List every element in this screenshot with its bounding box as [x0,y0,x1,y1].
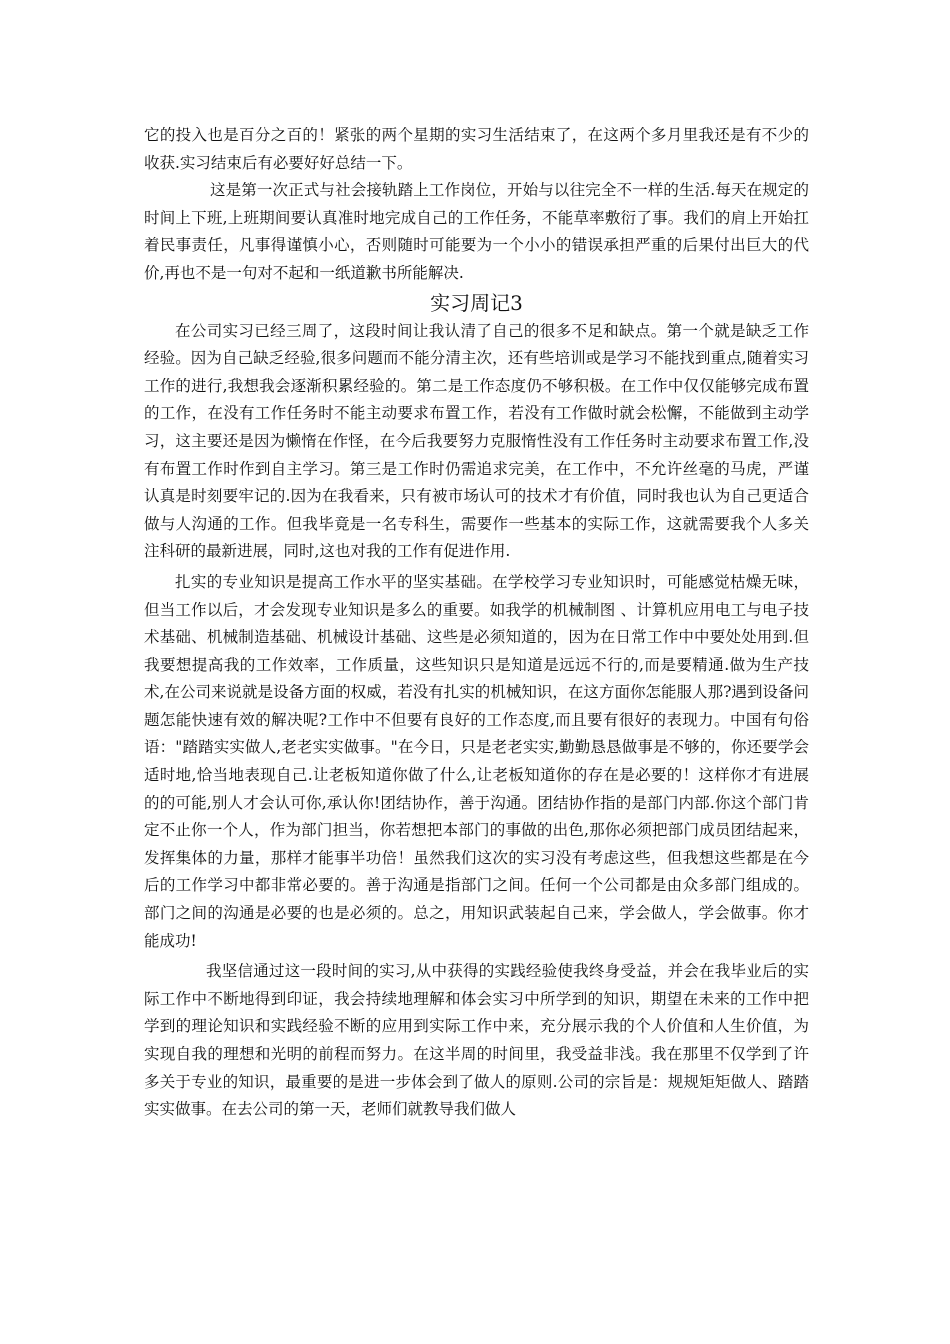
section-title: 实习周记3 [430,290,523,315]
document-page [144,122,809,1124]
paragraph-first-job: 这是第一次正式与社会接轨踏上工作岗位，开始与以往完全不一样的生活.每天在规定的时间上下班,上班期间要认真准时地完成自己的工作任务，不能草率敷衍了事。我们的肩上开始扛着民事责任，凡事得谨慎小心，否则随时可能要为一个小小的错误承担严重的后果付出巨大的代价,再也不是一句对不起和一纸道歉书所能解决. [144,181,809,282]
paragraph-week3-shortcomings: 在公司实习已经三周了，这段时间让我认清了自己的很多不足和缺点。第一个就是缺乏工作经验。因为自己缺乏经验,很多问题而不能分清主次，还有些培训或是学习不能找到重点,随着实习工作的进行,我想我会逐渐积累经验的。第二是工作态度仍不够积极。在工作中仅仅能够完成布置的工作，在没有工作任务时不能主动要求布置工作，若没有工作做时就会松懈，不能做到主动学习，这主要还是因为懒惰在作怪，在今后我要努力克服惰性没有工作任务时主动要求布置工作,没有布置工作时作到自主学习。第三是工作时仍需追求完美，在工作中，不允许丝毫的马虎，严谨认真是时刻要牢记的.因为在我看来，只有被市场认可的技术才有价值，同时我也认为自己更适合做与人沟通的工作。但我毕竟是一名专科生，需要作一些基本的实际工作，这就需要我个人多关注科研的最新进展，同时,这也对我的工作有促进作用. [144,321,809,561]
paragraph-conclusion: 我坚信通过这一段时间的实习,从中获得的实践经验使我终身受益，并会在我毕业后的实际工作中不断地得到印证，我会持续地理解和体会实习中所学到的知识，期望在未来的工作中把学到的理论知识和实践经验不断的应用到实际工作中来，充分展示我的个人价值和人生价值，为实现自我的理想和光明的前程而努力。在这半周的时间里，我受益非浅。我在那里不仅学到了许多关于专业的知识，最重要的是进一步体会到了做人的原则.公司的宗旨是：规规矩矩做人、踏踏实实做事。在去公司的第一天，老师们就教导我们做人 [144,962,809,1119]
paragraph-professional-knowledge: 扎实的专业知识是提高工作水平的坚实基础。在学校学习专业知识时，可能感觉枯燥无味，但当工作以后，才会发现专业知识是多么的重要。如我学的机械制图 、计算机应用电工与电子技术基础、机械制造基础、机械设计基础、这些是必须知道的，因为在日常工作中中要处处用到.但我要想提高我的工作效率，工作质量，这些知识只是知道是远远不行的,而是要精通.做为生产技术,在公司来说就是设备方面的权威，若没有扎实的机械知识，在这方面你怎能服人那?遇到设备问题怎能快速有效的解决呢?工作中不但要有良好的工作态度,而且要有很好的表现力。中国有句俗语："踏踏实实做人,老老实实做事。"在今日，只是老老实实,勤勤恳恳做事是不够的，你还要学会适时地,恰当地表现自己.让老板知道你做了什么,让老板知道你的存在是必要的！这样你才有进展的的可能,别人才会认可你,承认你!团结协作，善于沟通。团结协作指的是部门内部.你这个部门肯定不止你一个人，作为部门担当，你若想把本部门的事做的出色,那你必须把部门成员团结起来，发挥集体的力量，那样才能事半功倍！虽然我们这次的实习没有考虑这些，但我想这些都是在今后的工作学习中都非常必要的。善于沟通是指部门之间。任何一个公司都是由众多部门组成的。部门之间的沟通是必要的也是必须的。总之，用知识武装起自己来，学会做人，学会做事。你才能成功! [144,572,809,950]
paragraph-continuation: 它的投入也是百分之百的！紧张的两个星期的实习生活结束了，在这两个多月里我还是有不少的收获.实习结束后有必要好好总结一下。 [144,126,809,172]
